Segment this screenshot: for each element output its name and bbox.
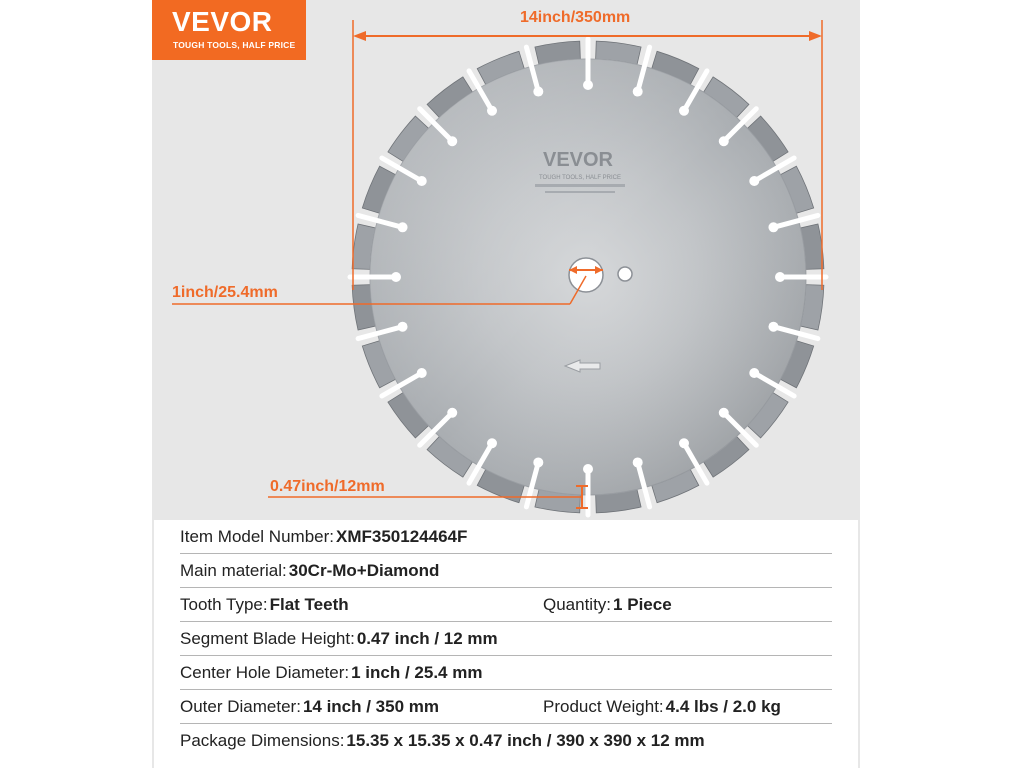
blade-fine-print xyxy=(535,184,625,187)
gullet-hole xyxy=(633,87,643,97)
gullet-hole xyxy=(775,272,785,282)
logo-wordmark: VEVOR xyxy=(172,6,273,37)
spec-label: Outer Diameter: xyxy=(180,697,301,716)
spec-label: Center Hole Diameter: xyxy=(180,663,350,682)
gullet-hole xyxy=(417,368,427,378)
gullet-hole xyxy=(398,222,408,232)
blade-fine-print-2 xyxy=(545,191,615,193)
spec-value: XMF350124464F xyxy=(336,527,468,546)
spec-cell xyxy=(180,527,467,547)
gullet-hole xyxy=(487,438,497,448)
gullet-hole xyxy=(719,136,729,146)
gullet-hole xyxy=(768,322,778,332)
spec-cell xyxy=(180,595,349,615)
spec-label: Segment Blade Height: xyxy=(180,629,355,648)
gullet-hole xyxy=(679,106,689,116)
spec-value: 30Cr-Mo+Diamond xyxy=(288,561,440,580)
gullet-hole xyxy=(583,80,593,90)
spec-value: 15.35 x 15.35 x 0.47 inch / 390 x 390 x 12 mm xyxy=(346,731,705,750)
gullet-hole xyxy=(633,457,643,467)
center-hole xyxy=(569,258,603,292)
spec-cell xyxy=(180,561,439,581)
gullet-hole xyxy=(447,136,457,146)
spec-cell xyxy=(543,595,672,615)
spec-label: Quantity: xyxy=(543,595,612,614)
spec-value: 1 inch / 25.4 mm xyxy=(351,663,483,682)
gullet-hole xyxy=(417,176,427,186)
gullet-hole xyxy=(768,222,778,232)
spec-cell xyxy=(180,629,498,649)
spec-label: Product Weight: xyxy=(543,697,664,716)
spec-row-model xyxy=(180,520,832,554)
logo-tagline: TOUGH TOOLS, HALF PRICE xyxy=(173,40,296,50)
spec-row-center-hole xyxy=(180,656,832,690)
gullet-hole xyxy=(749,176,759,186)
spec-label: Package Dimensions: xyxy=(180,731,345,750)
gullet-hole xyxy=(679,438,689,448)
gullet-hole xyxy=(398,322,408,332)
spec-label: Item Model Number: xyxy=(180,527,334,546)
spec-value: 0.47 inch / 12 mm xyxy=(356,629,498,648)
spec-cell xyxy=(180,663,482,683)
blade-brand-label: VEVOR xyxy=(542,149,614,171)
spec-cell xyxy=(180,697,439,717)
gullet-hole xyxy=(719,408,729,418)
spec-row-package xyxy=(180,724,832,757)
gullet-hole xyxy=(583,464,593,474)
segment-height-label: 0.47inch/12mm xyxy=(270,478,385,495)
pin-hole xyxy=(618,267,632,281)
gullet-hole xyxy=(533,87,543,97)
spec-row-outer xyxy=(180,690,832,724)
gullet-hole xyxy=(533,457,543,467)
spec-value: 1 Piece xyxy=(613,595,672,614)
center-hole-label: 1inch/25.4mm xyxy=(172,284,278,301)
gullet-hole xyxy=(487,106,497,116)
spec-label: Main material: xyxy=(180,561,287,580)
spec-cell xyxy=(543,697,781,717)
gullet-hole xyxy=(749,368,759,378)
spec-row-tooth xyxy=(180,588,832,622)
gullet-hole xyxy=(391,272,401,282)
spec-row-material xyxy=(180,554,832,588)
spec-value: 14 inch / 350 mm xyxy=(302,697,440,716)
spec-row-segment xyxy=(180,622,832,656)
outer-diameter-label: 14inch/350mm xyxy=(520,9,631,26)
spec-label: Tooth Type: xyxy=(180,595,268,614)
blade-tagline-label: TOUGH TOOLS, HALF PRICE xyxy=(538,175,622,181)
spec-cell xyxy=(180,731,705,751)
spec-value: Flat Teeth xyxy=(269,595,349,614)
gullet-hole xyxy=(447,408,457,418)
spec-value: 4.4 lbs / 2.0 kg xyxy=(665,697,781,716)
spec-table xyxy=(154,520,858,768)
